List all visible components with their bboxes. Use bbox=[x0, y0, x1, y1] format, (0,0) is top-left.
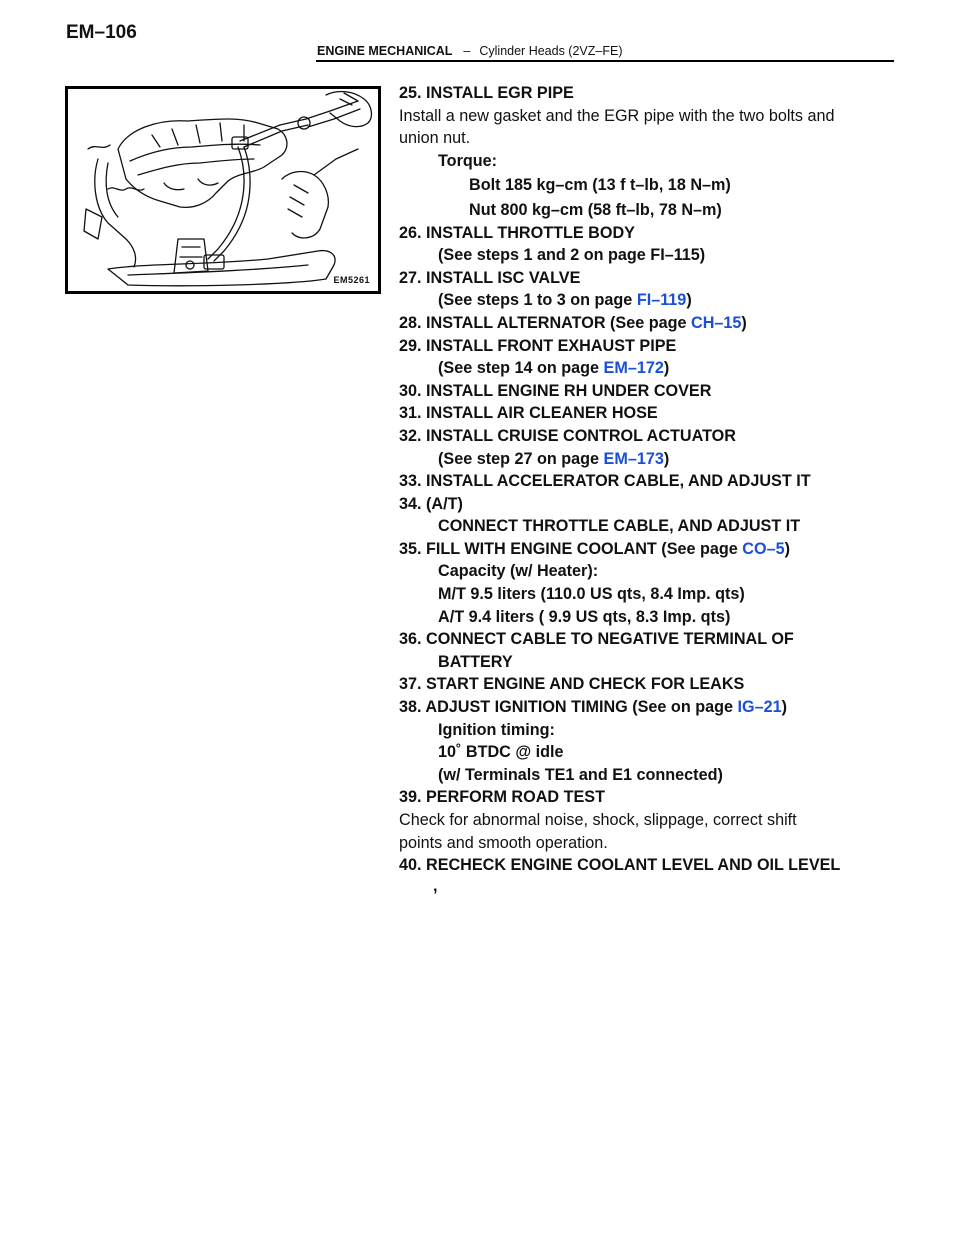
step-26-ref: (See steps 1 and 2 on page FI–115) bbox=[438, 246, 706, 265]
step-36-title: 36. CONNECT CABLE TO NEGATIVE TERMINAL OF bbox=[399, 630, 794, 649]
step-27-ref bbox=[399, 289, 909, 312]
step-34-sub: CONNECT THROTTLE CABLE, AND ADJUST IT bbox=[438, 517, 801, 536]
step-27-title: 27. INSTALL ISC VALVE bbox=[399, 268, 581, 287]
timing-value: 10˚ BTDC @ idle bbox=[438, 743, 564, 762]
torque-bolt: Bolt 185 kg–cm (13 f t–lb, 18 N–m) bbox=[469, 176, 731, 195]
step-35-close: ) bbox=[784, 539, 790, 558]
step-34-title: 34. (A/T) bbox=[399, 494, 463, 513]
step-26-title: 26. INSTALL THROTTLE BODY bbox=[399, 223, 635, 242]
step-38-close: ) bbox=[781, 698, 787, 717]
step-35-text: 35. FILL WITH ENGINE COOLANT (See page bbox=[399, 539, 743, 558]
step-28-close: ) bbox=[741, 313, 747, 332]
step-33-title: 33. INSTALL ACCELERATOR CABLE, AND ADJUST IT bbox=[399, 472, 811, 491]
link-ig-21[interactable]: IG–21 bbox=[737, 698, 782, 717]
step-39-body-1: Check for abnormal noise, shock, slippage, correct shift bbox=[399, 811, 797, 829]
step-38 bbox=[399, 696, 909, 719]
link-em-173[interactable]: EM–173 bbox=[603, 449, 664, 468]
running-header bbox=[317, 44, 622, 58]
step-35 bbox=[399, 538, 909, 561]
figure-code: EM5261 bbox=[333, 275, 370, 285]
step-36-cont: BATTERY bbox=[438, 652, 513, 671]
step-25-body-1: Install a new gasket and the EGR pipe with the two bolts and bbox=[399, 106, 835, 125]
step-29-title: 29. INSTALL FRONT EXHAUST PIPE bbox=[399, 336, 677, 355]
capacity-mt: M/T 9.5 liters (110.0 US qts, 8.4 Imp. qts) bbox=[438, 585, 745, 604]
step-25-title: 25. INSTALL EGR PIPE bbox=[399, 84, 574, 102]
step-25-body-2: union nut. bbox=[399, 129, 471, 148]
step-28 bbox=[399, 312, 909, 335]
procedure-steps bbox=[399, 82, 909, 897]
link-fi-119[interactable]: FI–119 bbox=[636, 291, 687, 310]
timing-label: Ignition timing: bbox=[438, 720, 555, 739]
subsection-title: Cylinder Heads (2VZ–FE) bbox=[479, 44, 623, 58]
torque-label: Torque: bbox=[438, 151, 498, 170]
egr-pipe-drawing bbox=[68, 89, 378, 291]
capacity-at: A/T 9.4 liters ( 9.9 US qts, 8.3 Imp. qts) bbox=[438, 607, 731, 626]
step-37-title: 37. START ENGINE AND CHECK FOR LEAKS bbox=[399, 675, 745, 694]
link-em-172[interactable]: EM–172 bbox=[603, 359, 664, 378]
step-27-ref-close: ) bbox=[686, 291, 692, 310]
egr-pipe-illustration bbox=[65, 86, 381, 294]
link-ch-15[interactable]: CH–15 bbox=[691, 313, 742, 332]
header-rule bbox=[316, 60, 894, 62]
step-29-ref-text: (See step 14 on page bbox=[438, 359, 604, 378]
stray-mark: , bbox=[433, 876, 438, 895]
header-dash: – bbox=[463, 44, 471, 58]
step-32-ref bbox=[399, 448, 909, 471]
capacity-label: Capacity (w/ Heater): bbox=[438, 562, 599, 581]
step-39-body-2: points and smooth operation. bbox=[399, 833, 608, 852]
link-co-5[interactable]: CO–5 bbox=[742, 539, 785, 558]
step-32-ref-close: ) bbox=[663, 449, 670, 468]
step-28-text: 28. INSTALL ALTERNATOR (See page bbox=[399, 313, 692, 332]
step-30-title: 30. INSTALL ENGINE RH UNDER COVER bbox=[399, 381, 712, 400]
timing-condition: (w/ Terminals TE1 and E1 connected) bbox=[438, 765, 723, 784]
step-29-ref bbox=[399, 357, 909, 380]
step-40-title: 40. RECHECK ENGINE COOLANT LEVEL AND OIL LEVEL bbox=[399, 856, 841, 875]
section-title: ENGINE MECHANICAL bbox=[317, 44, 453, 58]
step-27-ref-text: (See steps 1 to 3 on page bbox=[438, 291, 637, 310]
step-32-ref-text: (See step 27 on page bbox=[438, 449, 604, 468]
torque-nut: Nut 800 kg–cm (58 ft–lb, 78 N–m) bbox=[469, 200, 722, 219]
step-39-title: 39. PERFORM ROAD TEST bbox=[399, 788, 605, 807]
step-29-ref-close: ) bbox=[663, 359, 670, 378]
step-31-title: 31. INSTALL AIR CLEANER HOSE bbox=[399, 404, 658, 423]
page-number: EM–106 bbox=[66, 22, 137, 43]
step-32-title: 32. INSTALL CRUISE CONTROL ACTUATOR bbox=[399, 426, 736, 445]
step-38-text: 38. ADJUST IGNITION TIMING (See on page bbox=[399, 698, 738, 717]
